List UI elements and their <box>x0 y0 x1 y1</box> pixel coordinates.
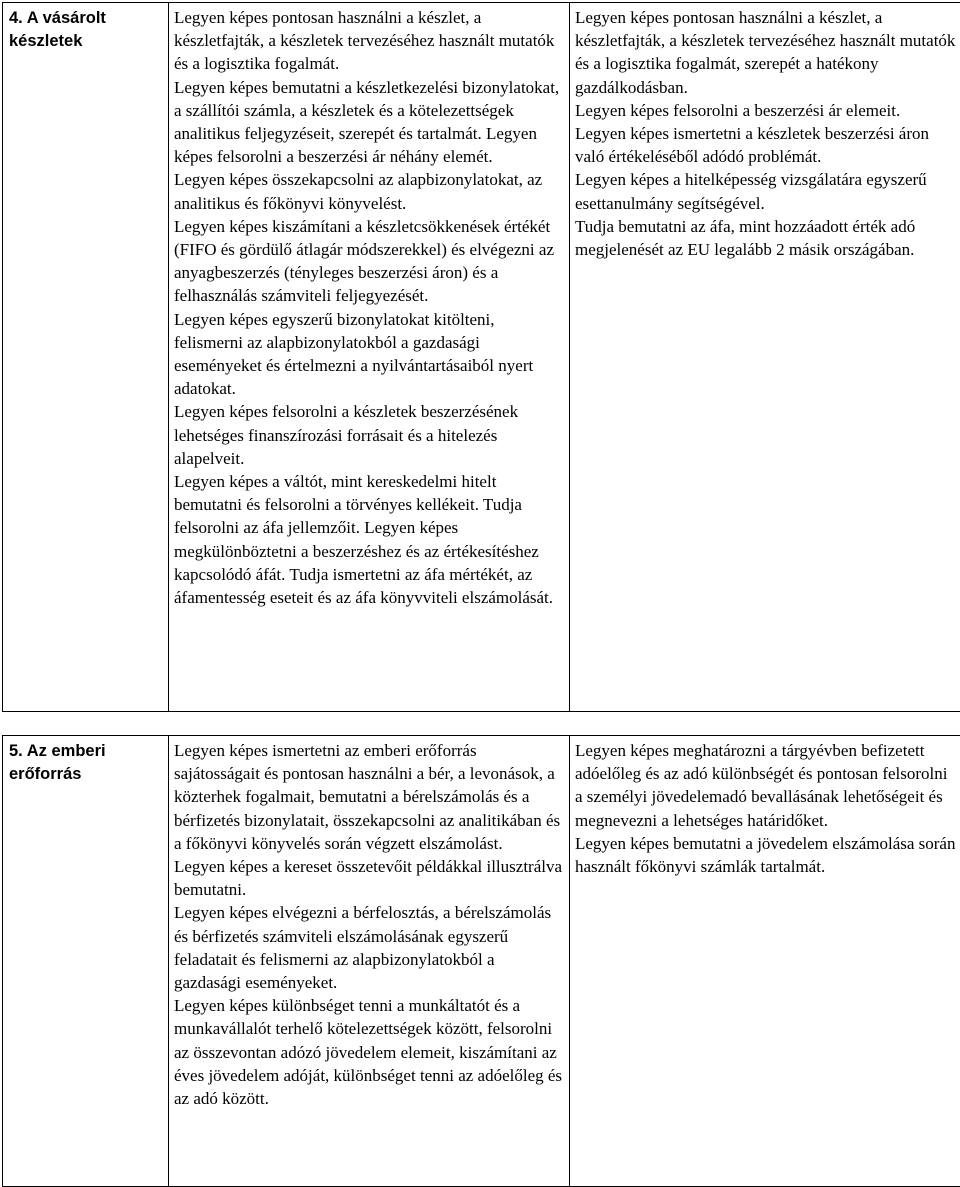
advanced-item: Legyen képes a hitelképesség vizsgálatára egyszerű esettanulmány segítségével. <box>575 170 927 213</box>
competency-item: Legyen képes kiszámítani a készletcsökkenések értékét (FIFO és gördülő átlagár módszerekkel) és elvégezni az anyagbeszerzés (tényleges beszerzési áron) és a felhasználás számviteli feljegyezését. <box>174 216 554 306</box>
competency-list <box>169 736 569 1110</box>
competency-item: Legyen képes különbséget tenni a munkáltatót és a munkavállalót terhelő kötelezettségek között, felsorolni az összevontan adózó jövedelem elemeit, kiszámítani az éves jövedelem adóját, különbséget tenni az adóelőleg és az adó között. <box>174 996 563 1109</box>
competency-item: Legyen képes egyszerű bizonylatokat kitölteni, felismerni az alapbizonylatokból a gazdasági eseményeket és értelmezni a nyilvántartásaiból nyert adatokat. <box>174 309 534 399</box>
topic-cell <box>3 3 169 712</box>
competency-item: Legyen képes elvégezni a bérfelosztás, a bérelszámolás és bérfizetés számviteli elszámolásának egyszerű feladatait és felismerni az alapbizonylatokból a gazdasági eseményeket. <box>174 903 552 993</box>
advanced-item: Legyen képes bemutatni a jövedelem elszámolása során használt főkönyvi számlák tartalmát. <box>575 833 956 877</box>
advanced-item: Legyen képes meghatározni a tárgyévben befizetett adóelőleg és az adó különbségét és pontosan felsorolni a személyi jövedelemadó bevallásának lehetőségeit és megnevezni a lehetséges határidőket. <box>575 741 948 830</box>
advanced-item: Legyen képes ismertetni a készletek beszerzési áron való értékeléséből adódó problémát. <box>575 124 930 167</box>
topic-title: 4. A vásárolt készletek <box>9 9 106 50</box>
competency-item: Legyen képes bemutatni a készletkezelési bizonylatokat, a szállítói számla, a készletek és a kötelezettségek analitikus feljegyzéseit, szerepét és tartalmát. Legyen képes felsorolni a beszerzési ár néhány elemét. <box>174 77 560 167</box>
table-row <box>3 736 960 1187</box>
table-row <box>3 3 960 712</box>
competency-item: Legyen képes a váltót, mint kereskedelmi hitelt bemutatni és felsorolni a törvényes kellékeit. Tudja felsorolni az áfa jellemzőit. Legyen képes megkülönböztetni a beszerzéshez és az értékesítéshez kapcsolódó áfát. Tudja ismertetni az áfa mértékét, az áfamentesség eseteit és az áfa könyvviteli elszámolását. <box>174 472 554 608</box>
competency-item: Legyen képes a kereset összetevőit példákkal illusztrálva bemutatni. <box>174 857 563 900</box>
competency-item: Legyen képes összekapcsolni az alapbizonylatokat, az analitikus és főkönyvi könyvelést. <box>174 170 543 213</box>
advanced-list <box>570 3 960 261</box>
competencies-cell <box>169 736 570 1187</box>
topic-cell <box>3 736 169 1187</box>
competency-item: Legyen képes ismertetni az emberi erőforrás sajátosságait és pontosan használni a bér, a levonások, a közterhek fogalmait, bemutatni a bérelszámolás és a bérfizetés bizonylatait, összekapcsolni az analitikában és a főkönyvi könyvelés során végzett elszámolást. <box>174 741 561 853</box>
topic-title: 5. Az emberi erőforrás <box>9 742 106 783</box>
advanced-cell <box>570 736 960 1187</box>
competency-table-section-5 <box>2 735 960 1187</box>
advanced-list <box>570 736 960 878</box>
competency-item: Legyen képes pontosan használni a készlet, a készletfajták, a készletek tervezéséhez használt mutatók és a logisztika fogalmát. <box>174 8 555 74</box>
advanced-item: Legyen képes felsorolni a beszerzési ár elemeit. <box>575 100 901 120</box>
competencies-cell <box>169 3 570 712</box>
competency-table-section-4 <box>2 2 960 712</box>
advanced-item: Tudja bemutatni az áfa, mint hozzáadott érték adó megjelenését az EU legalább 2 másik országában. <box>575 216 916 260</box>
competency-list <box>169 3 569 609</box>
advanced-cell <box>570 3 960 712</box>
competency-item: Legyen képes felsorolni a készletek beszerzésének lehetséges finanszírozási forrásait és a hitelezés alapelveit. <box>174 402 519 468</box>
advanced-item: Legyen képes pontosan használni a készlet, a készletfajták, a készletek tervezéséhez használt mutatók és a logisztika fogalmát, szerepét a hatékony gazdálkodásban. <box>575 8 956 97</box>
